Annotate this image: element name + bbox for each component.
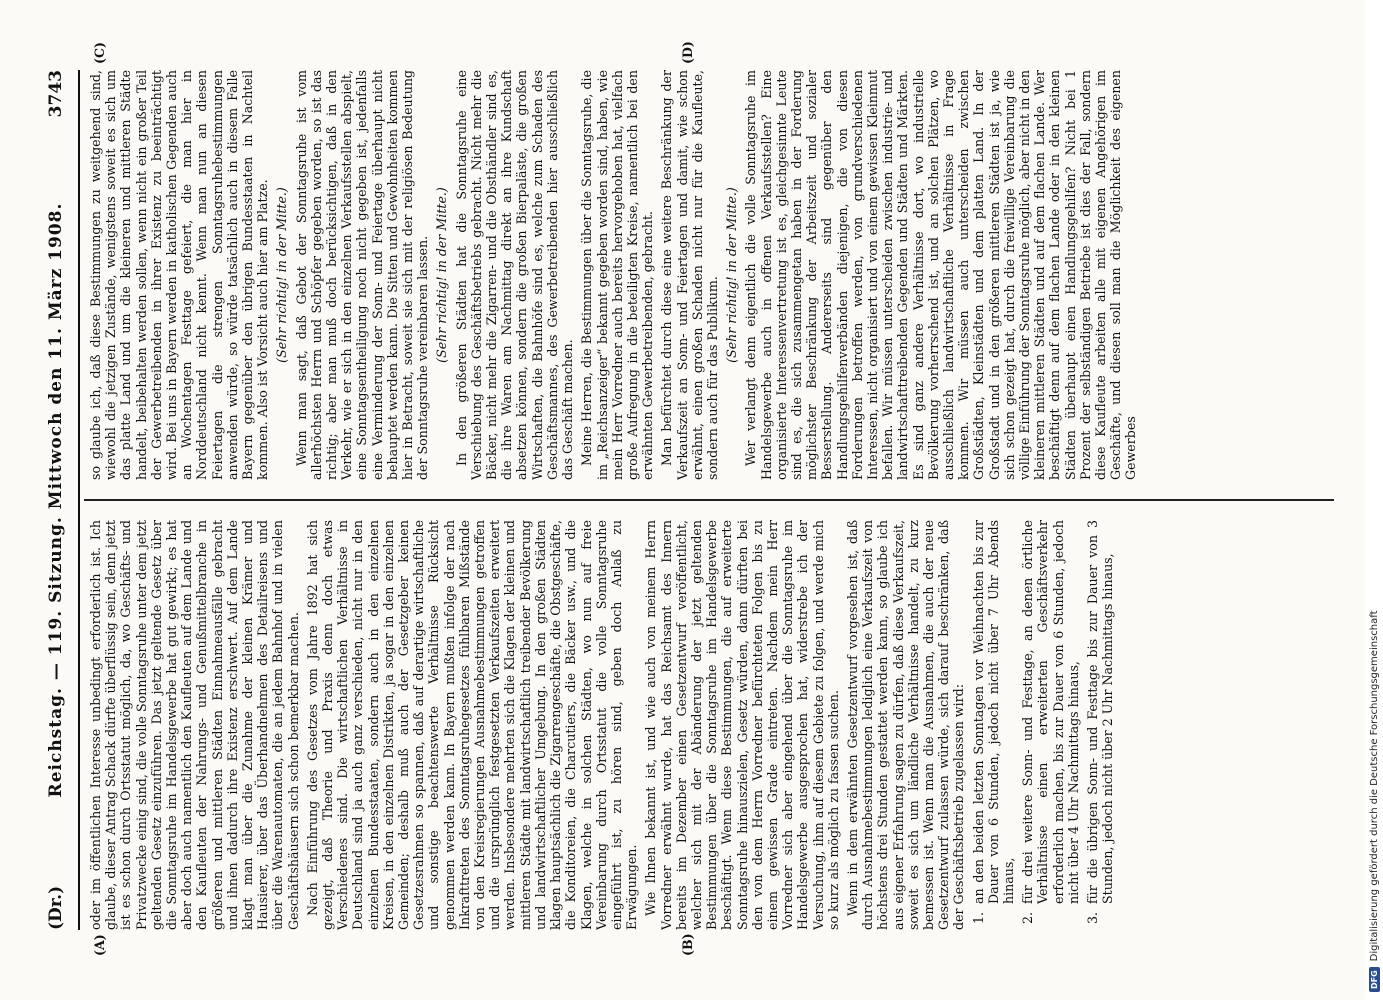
dfg-logo: DFG (1369, 967, 1380, 992)
page-number: 3743 (46, 70, 66, 118)
list-item (1085, 520, 1115, 930)
header-rule (78, 70, 80, 930)
interjection: (Sehr richtig! in der Mitte.) (274, 187, 290, 363)
list-item (1020, 520, 1081, 930)
funding-credit-text: Digitalisierung gefördert durch die Deutsche Forschungsgemeinschaft (1368, 610, 1380, 962)
list-text: für drei weitere Sonn- und Festtage, an denen örtliche Verhältnisse einen erweiterten Geschäftsverkehr erforderlich machen, bis zur Dauer von 6 Stunden, jedoch nicht über 4 Uhr Nachmittags hinaus, (1020, 520, 1081, 904)
page-header (40, 70, 80, 930)
interjection: (Sehr richtig! in der Mitte.) (724, 187, 740, 363)
list-number: 3. (1085, 911, 1100, 924)
paragraph: oder im öffentlichen Interesse unbedingt erforderlich ist. Ich glaube, dieser Antrag Schack dürfte überflüssig sein, denn jetzt ist es schon durch Ortsstatut möglich, da, wo Geschäfts- und Privatzwecke einig sind, die volle Sonntagsruhe unter dem jetzt geltenden Gesetz einzuführen. Das jetzt geltende Gesetz über die Sonntagsruhe im Handelsgewerbe hat gut gewirkt; es hat aber doch auch namentlich den Kaufleuten auf dem Lande und den Kaufleuten der Nahrungs- und Genußmittelbranche in größeren und mittleren Städten Einnahmeausfälle gebracht und ihnen dadurch ihre Existenz erschwert. Auf dem Lande klagt man über die Zunahme der kleinen Krämer und Hausierer, über das Überhandnehmen des Detailreisens und über die Warenautomaten, die an jedem Bahnhof und in vielen Geschäftshäusern sich schon bemerkbar machen. (88, 520, 301, 930)
list-number: 1. (970, 911, 986, 924)
list-text: für die übrigen Sonn- und Festtage bis zur Dauer von 3 Stunden, jedoch nicht über 2 Uhr Nachmittags hinaus, (1085, 520, 1116, 904)
list-item (971, 520, 1017, 930)
paragraph: In den größeren Städten hat die Sonntagsruhe eine Verschiebung des Geschäftsbetriebs gebracht. Nicht mehr die Bäcker, nicht mehr die Zigarren- und die Obsthändler sind es, die ihre Waren am Nachmittag direkt an ihre Kundschaft absetzen können, sondern die großen Bierpaläste, die großen Wirtschaften, die Bahnhöfe sind es, welche zum Schaden des Geschäftsmannes, des Gewerbetreibenden hier ausschließlich das Geschäft machen. (453, 70, 576, 480)
right-column (88, 70, 1328, 480)
margin-marker-c: (C) (92, 42, 107, 64)
margin-marker-d: (D) (680, 41, 695, 64)
paragraph: Wenn in dem erwähnten Gesetzentwurf vorgesehen ist, daß durch Ausnahmebestimmungen lediglich eine Verkaufszeit von höchstens drei Stunden gestattet werden kann, so glaube ich aus eigener Erfahrung sagen zu dürfen, daß diese Verkaufszeit, soweit es sich um ländliche Verhältnisse handelt, zu kurz bemessen ist. Wenn man die Ausnahmen, die auch der neue Gesetzentwurf zulassen würde, sich darauf beschränken, daß der Geschäftsbetrieb zugelassen wird: (844, 520, 967, 930)
column-divider (84, 499, 1334, 501)
page-title: Reichstag. — 119. Sitzung. Mittwoch den 11. März 1908. (46, 202, 66, 798)
paragraph: Wenn man sagt, daß Gebot der Sonntagsruhe ist vom allerhöchsten Herrn und Schöpfer gegeben worden, so ist das richtig; aber man muß doch berücksichtigen, daß in den Verkehr, wie er sich in den einzelnen Verkaufsstellen abspielt, eine Sonntagsentheiligung noch nicht gegeben ist, jedenfalls eine Verminderung der Sonn- und Feiertage überhaupt nicht behauptet werden kann. Die Sitten und Gewohnheiten kommen hier in Betracht, soweit sie sich mit der religiösen Bedeutung der Sonntagsruhe vereinbaren lassen. (293, 70, 431, 480)
list-text: an den beiden letzten Sonntagen vor Weihnachten bis zur Dauer von 6 Stunden, jedoch nicht über 7 Uhr Abends hinaus, (970, 520, 1016, 904)
numbered-list (971, 520, 1116, 930)
margin-marker-b: (B) (680, 933, 695, 956)
paragraph: Wer verlangt denn eigentlich die volle Sonntagsruhe im Handelsgewerbe auch in offenen Verkaufsstellen? Eine organisierte Interessenvertretung ist es, gleichgesinnte Leute sind es, die sich zusammengetan haben in der Forderung möglichster Beschränkung der Arbeitszeit und sozialer Besserstellung. Andererseits sind gegenüber den Handlungsgehilfenverbänden diejenigen, die von diesen Forderungen betroffen werden, von grundverschiedenen Interessen, nicht organisiert und von einem gewissen Kleinmut befallen. Wir müssen unterscheiden zwischen industrie- und landwirtschafttreibenden Gegenden und Städten und Märkten. Es sind ganz andere Verhältnisse dort, wo industrielle Bevölkerung vorherrschend ist, und an solchen Plätzen, wo ausschließlich landwirtschaftliche Verhältnisse in Frage kommen. Wir müssen auch unterscheiden zwischen Großstädten, Kleinstädten und dem platten Land. In der Großstadt und in den größeren mittleren Städten ist ja, wie sich schon gezeigt hat, durch die freiwillige Vereinbarung die völlige Einführung der Sonntagsruhe möglich, aber nicht in den kleineren mittleren Städten und auf dem flachen Lande. Wer beschäftigt denn auf dem flachen Lande oder in den kleinen Städten überhaupt einen Handlungsgehilfen? Nicht bei 1 Prozent der selbständigen Betriebe ist dies der Fall, sondern diese Kaufleute arbeiten alle mit eigenen Angehörigen im Geschäfte, und diesen soll man die Möglichkeit des eigenen Gewerbes (743, 70, 1139, 480)
interjection: (Sehr richtig! in der Mitte.) (434, 187, 450, 363)
list-number: 2. (1020, 911, 1036, 924)
newspaper-page (40, 41, 1340, 956)
paragraph: Meine Herren, die Bestimmungen über die Sonntagsruhe, die im „Reichsanzeiger“ bekannt gegeben worden sind, haben, wie mein Herr Vorredner auch bereits hervorgehoben hat, vielfach große Aufregung in die beteiligten Kreise, namentlich bei den erwähnten Gewerbetreibenden, gebracht. (579, 70, 656, 480)
header-context: (Dr.) (46, 885, 66, 930)
paragraph: Man befürchtet durch diese eine weitere Beschränkung der Verkaufszeit an Sonn- und Feiertagen und damit, wie schon erwähnt, einen großen Schaden nicht nur für die Kaufleute, sondern auch für das Publikum. (659, 70, 720, 480)
paragraph: so glaube ich, daß diese Bestimmungen zu weitgehend sind, wiewohl die jetzigen Zustände, wenigstens soweit es sich um das platte Land und um die kleineren und mittleren Städte handelt, beibehalten werden sollen, wenn nicht ein großer Teil der Gewerbetreibenden in ihrer Existenz zu beeinträchtigt wird. Bei uns in Bayern werden in katholischen Gegenden auch an Wochentagen Festtage gefeiert, die man hier in Norddeutschland nicht kennt. Wenn man nun an diesen Feiertagen die strengen Sonntagsruhebestimmungen anwenden würde, so würde tatsächlich auch in diesem Falle Bayern gegenüber den übrigen Bundesstaaten in Nachteil kommen. Also ist Vorsicht auch hier am Platze. (88, 70, 271, 480)
margin-marker-a: (A) (92, 934, 107, 956)
funding-credit (1365, 0, 1383, 1000)
left-column (88, 520, 1328, 930)
paragraph: Wie Ihnen bekannt ist, und wie auch von meinem Herrn Vorredner erwähnt wurde, hat das Reichsamt des Innern bereits im Dezember einen Gesetzentwurf veröffentlicht, welcher sich mit der Abänderung der jetzt geltenden Bestimmungen über die Sonntagsruhe im Handelsgewerbe beschäftigt. Wenn diese Bestimmungen, die auf erweiterte Sonntagsruhe hinauszielen, Gesetz würden, dann dürften bei den von dem Herrn Vorredner befürchteten Folgen bis zu einem gewissen Grade eintreten. Nachdem mein Herr Vorredner sich aber eingehend über die Sonntagsruhe im Handelsgewerbe ausgesprochen hat, widerstrebe ich der Versuchung, ihm auf diesem Gebiete zu folgen, und werde mich so kurz als möglich zu fassen suchen. (643, 520, 841, 930)
paragraph: Nach Einführung des Gesetzes vom Jahre 1892 hat sich gezeigt, daß Theorie und Praxis denn doch etwas Verschiedenes sind. Die wirtschaftlichen Verhältnisse in Deutschland sind ja auch ganz verschieden, nicht nur in den einzelnen Bundesstaaten, sondern auch in den einzelnen Kreisen, in den einzelnen Distrikten, ja sogar in den einzelnen Gemeinden; deshalb muß auch der Gesetzgeber keinen Gesetzesrahmen so spannen, daß auf derartige wirtschaftliche und sonstige beachtenswerte Verhältnisse Rücksicht genommen werden kann. In Bayern mußten infolge der nach Inkrafttreten des Sonntagsruhegesetzes fühlbaren Mißstände von den Kreisregierungen Ausnahmebestimmungen getroffen und die ursprünglich festgesetzten Verkaufszeiten erweitert werden. Insbesondere mehrten sich die Klagen der kleinen und mittleren Städte mit landwirtschaftlich treibender Bevölkerung und landwirtschaftlicher Umgebung. In den großen Städten klagen hauptsächlich die Zigarrengeschäfte, die Obstgeschäfte, die Konditoreien, die Charcutiers, die Bäcker usw., und die Klagen, welche in solchen Städten, wo nun auf freie Vereinbarung durch Ortsstatut die volle Sonntagsruhe eingeführt ist, zu hören sind, geben doch Anlaß zu Erwägungen. (304, 520, 640, 930)
